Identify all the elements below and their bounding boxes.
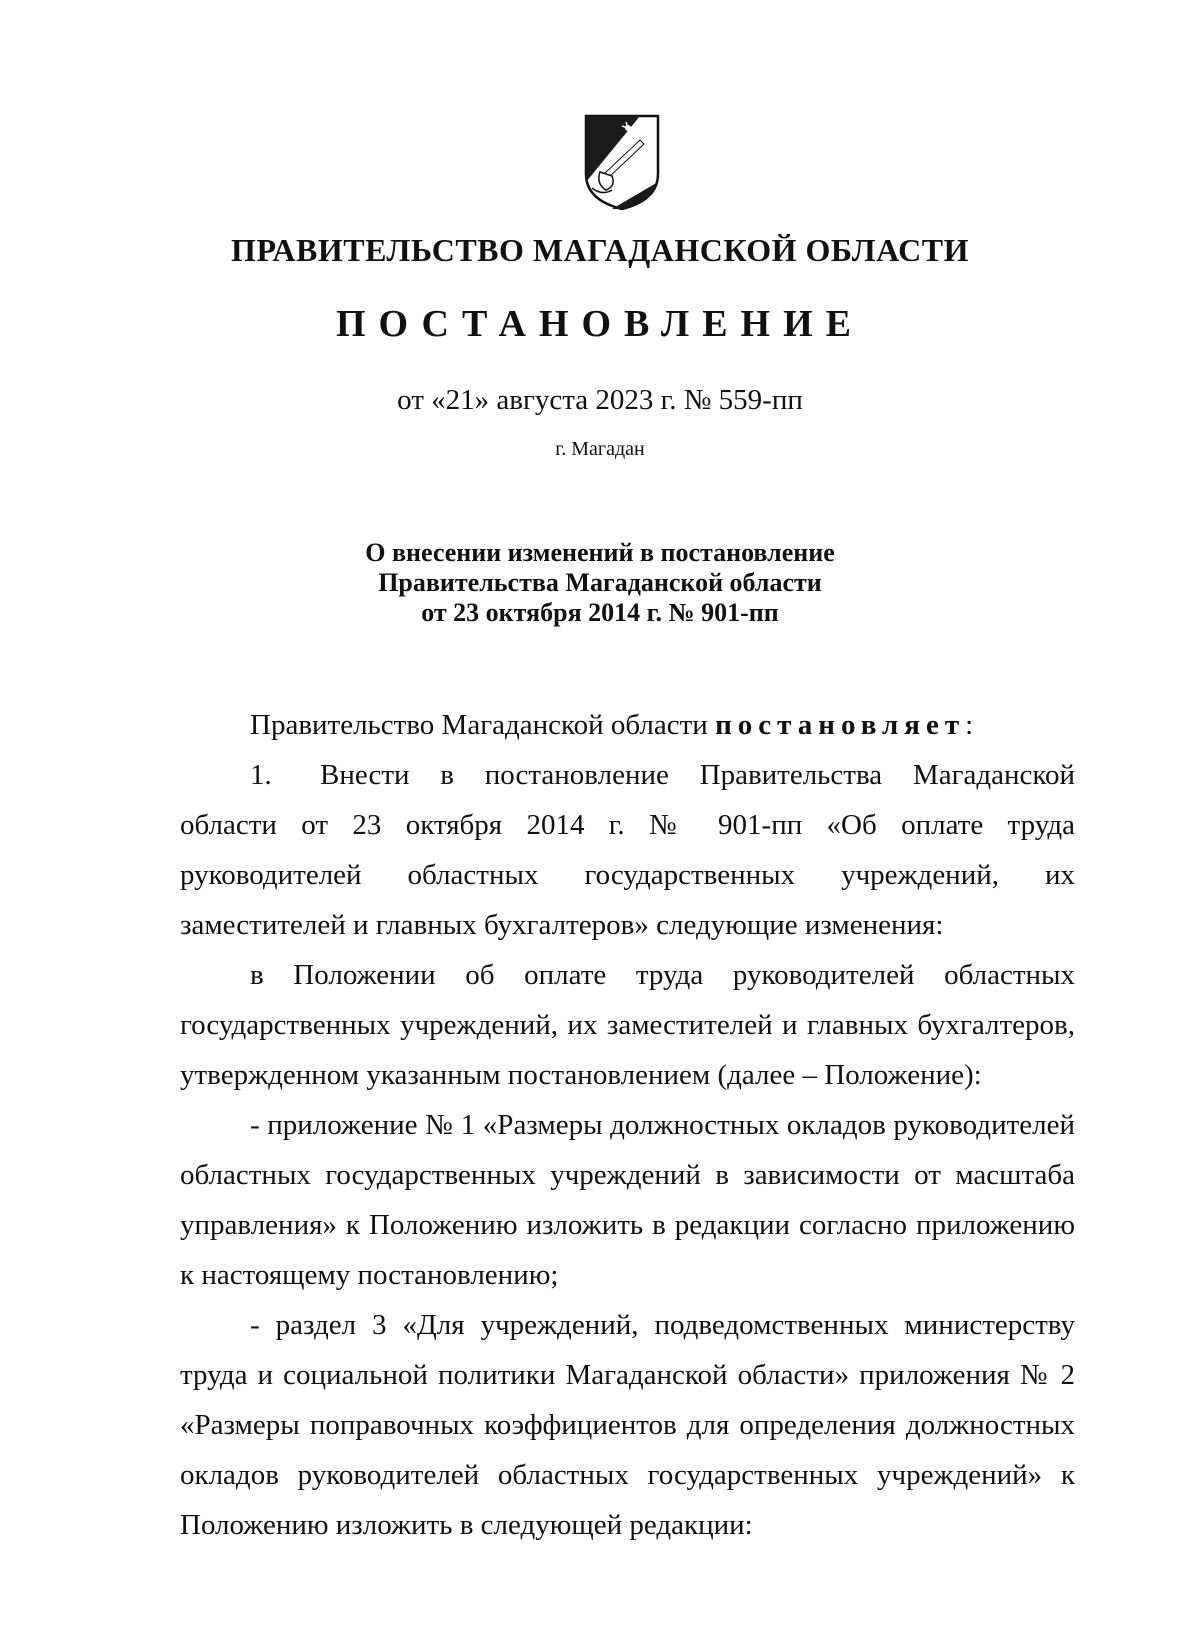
document-city: г. Магадан [555,438,645,460]
document-type-title: ПОСТАНОВЛЕНИЕ [335,303,865,345]
coat-of-arms-icon [582,112,662,212]
body-paragraph: - раздел 3 «Для учреждений, подведомственных министерству труда и социальной политики Магаданской области» приложения № 2 «Размеры поправочных коэффициентов для определения должностных окладов руководителей областных государственных учреждений» к Положению изложить в следующей редакции: [180,1309,1075,1541]
preamble-paragraph [180,700,1075,750]
government-title: ПРАВИТЕЛЬСТВО МАГАДАНСКОЙ ОБЛАСТИ [231,232,969,268]
subject-line: О внесении изменений в постановление [365,538,835,567]
item-paragraph [180,750,1075,950]
document-subject [0,538,1200,628]
preamble-verb: постановляет [715,709,966,741]
preamble-colon: : [965,709,974,741]
item-text: Внести в постановление Правительства Магаданской области от 23 октября 2014 г. № 901-пп «Об оплате труда руководителей областных государственных учреждений, их заместителей и главных бухгалтеров» следующие изменения: [180,759,1075,941]
document-date-number: от «21» августа 2023 г. № 559-пп [397,384,803,416]
item-number: 1. [250,759,272,791]
body-paragraph: в Положении об оплате труда руководителей областных государственных учреждений, их заместителей и главных бухгалтеров, утвержденном указанным постановлением (далее – Положение): [180,959,1075,1091]
body-paragraph: - приложение № 1 «Размеры должностных окладов руководителей областных государственных учреждений в зависимости от масштаба управления» к Положению изложить в редакции согласно приложению к настоящему постановлению; [180,1109,1075,1291]
preamble-text: Правительство Магаданской области [250,709,708,741]
document-body [180,700,1075,1550]
subject-line: от 23 октября 2014 г. № 901-пп [421,598,779,627]
subject-line: Правительства Магаданской области [378,568,822,597]
